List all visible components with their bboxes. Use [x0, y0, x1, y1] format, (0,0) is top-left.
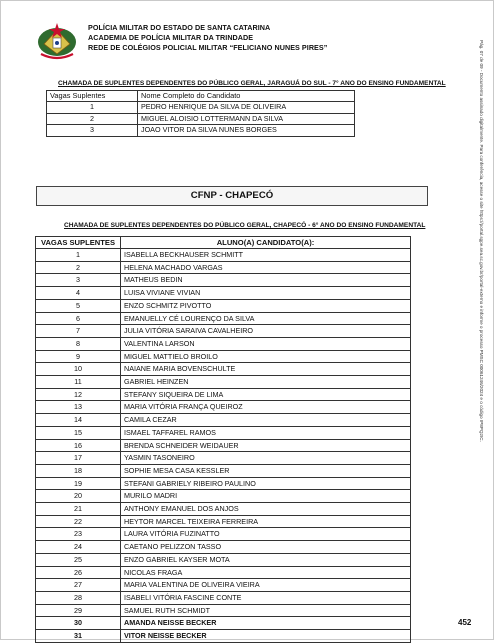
table-row — [47, 102, 355, 113]
section1-title: CHAMADA DE SUPLENTES DEPENDENTES DO PÚBLICO GERAL, JARAGUÁ DO SUL - 7° ANO DO ENSINO FUNDAMENTAL — [58, 80, 446, 87]
table-row — [36, 261, 411, 274]
candidate-name: STEFANI GABRIELY RIBEIRO PAULINO — [121, 477, 411, 490]
row-number: 24 — [36, 541, 121, 554]
table-row — [36, 350, 411, 363]
candidate-name: HELENA MACHADO VARGAS — [121, 261, 411, 274]
table-row — [36, 426, 411, 439]
candidate-name: ENZO SCHMITZ PIVOTTO — [121, 299, 411, 312]
table-header-row — [36, 237, 411, 249]
candidate-name: MIGUEL ALOISIO LOTTERMANN DA SILVA — [138, 113, 355, 124]
row-number: 22 — [36, 515, 121, 528]
table-row — [36, 579, 411, 592]
page-number: 452 — [458, 618, 472, 627]
candidate-name: AMANDA NEISSE BECKER — [121, 617, 411, 630]
table-row — [36, 553, 411, 566]
row-number: 23 — [36, 528, 121, 541]
table-row — [36, 617, 411, 630]
row-number: 18 — [36, 464, 121, 477]
table-row — [36, 439, 411, 452]
candidate-name: NAIANE MARIA BOVENSCHULTE — [121, 363, 411, 376]
candidate-name: MATHEUS BEDIN — [121, 274, 411, 287]
jaragua-table — [46, 90, 355, 137]
row-number: 13 — [36, 401, 121, 414]
row-number: 17 — [36, 452, 121, 465]
row-number: 11 — [36, 376, 121, 389]
cfnp-chapeco-banner: CFNP - CHAPECÓ — [36, 186, 428, 206]
header-line-1: POLÍCIA MILITAR DO ESTADO DE SANTA CATARINA — [88, 23, 271, 32]
row-number: 25 — [36, 553, 121, 566]
chapeco-table — [35, 236, 411, 643]
row-number: 5 — [36, 299, 121, 312]
table-row — [36, 566, 411, 579]
table-row — [36, 363, 411, 376]
table-row — [36, 528, 411, 541]
candidate-name: VALENTINA LARSON — [121, 337, 411, 350]
table-row — [36, 464, 411, 477]
candidate-name: MARIA VITÓRIA FRANÇA QUEIROZ — [121, 401, 411, 414]
chapeco-table-body — [36, 249, 411, 643]
candidate-name: JULIA VITÓRIA SARAIVA CAVALHEIRO — [121, 325, 411, 338]
row-number: 7 — [36, 325, 121, 338]
row-number: 3 — [47, 125, 138, 136]
candidate-name: CAETANO PELIZZON TASSO — [121, 541, 411, 554]
candidate-name: ISABELI VITÓRIA FASCINE CONTE — [121, 591, 411, 604]
digital-signature-note: Pág. 07 de 09 - Documento assinado digitalmente. Para conferência, acesse o site https://portal.sgpe.sea.sc.gov.br/portal-externo e informe o processo PMSC 00061246/2024 e o código IP8PQ2IC. — [479, 40, 484, 442]
row-number: 4 — [36, 287, 121, 300]
col-header-vagas: VAGAS SUPLENTES — [36, 237, 121, 249]
table-row — [36, 541, 411, 554]
row-number: 14 — [36, 414, 121, 427]
table-row — [36, 452, 411, 465]
table-row — [36, 490, 411, 503]
row-number: 20 — [36, 490, 121, 503]
table-row — [36, 299, 411, 312]
table-row — [36, 591, 411, 604]
row-number: 12 — [36, 388, 121, 401]
table-row — [36, 388, 411, 401]
table-row — [36, 604, 411, 617]
table-row — [36, 503, 411, 516]
candidate-name: LUISA VIVIANE VIVIAN — [121, 287, 411, 300]
row-number: 31 — [36, 630, 121, 643]
candidate-name: GABRIEL HEINZEN — [121, 376, 411, 389]
row-number: 1 — [36, 249, 121, 262]
document-header — [36, 18, 376, 68]
table-row — [36, 287, 411, 300]
candidate-name: SOPHIE MESA CASA KESSLER — [121, 464, 411, 477]
table-row — [47, 125, 355, 136]
table-row — [36, 477, 411, 490]
col-header-aluno: ALUNO(A) CANDIDATO(A): — [121, 237, 411, 249]
row-number: 2 — [36, 261, 121, 274]
candidate-name: HEYTOR MARCEL TEIXEIRA FERREIRA — [121, 515, 411, 528]
candidate-name: JOAO VITOR DA SILVA NUNES BORGES — [138, 125, 355, 136]
row-number: 30 — [36, 617, 121, 630]
col-header-nome: Nome Completo do Candidato — [138, 91, 355, 102]
header-line-2: ACADEMIA DE POLÍCIA MILITAR DA TRINDADE — [88, 33, 254, 42]
row-number: 21 — [36, 503, 121, 516]
row-number: 8 — [36, 337, 121, 350]
row-number: 6 — [36, 312, 121, 325]
table-row — [36, 312, 411, 325]
candidate-name: YASMIN TASONEIRO — [121, 452, 411, 465]
table-header-row — [47, 91, 355, 102]
header-line-3: REDE DE COLÉGIOS POLICIAL MILITAR “FELICIANO NUNES PIRES” — [88, 43, 328, 52]
row-number: 2 — [47, 113, 138, 124]
candidate-name: CAMILA CEZAR — [121, 414, 411, 427]
table-row — [36, 414, 411, 427]
table-row — [47, 113, 355, 124]
section2-title: CHAMADA DE SUPLENTES DEPENDENTES DO PÚBLICO GERAL, CHAPECÓ - 6° ANO DO ENSINO FUNDAMENTAL — [64, 222, 426, 229]
row-number: 9 — [36, 350, 121, 363]
row-number: 29 — [36, 604, 121, 617]
coat-of-arms-icon — [36, 20, 78, 60]
row-number: 27 — [36, 579, 121, 592]
row-number: 1 — [47, 102, 138, 113]
row-number: 10 — [36, 363, 121, 376]
candidate-name: ISMAEL TAFFAREL RAMOS — [121, 426, 411, 439]
candidate-name: STEFANY SIQUEIRA DE LIMA — [121, 388, 411, 401]
candidate-name: MIGUEL MATTIELO BROILO — [121, 350, 411, 363]
candidate-name: ANTHONY EMANUEL DOS ANJOS — [121, 503, 411, 516]
row-number: 3 — [36, 274, 121, 287]
candidate-name: NICOLAS FRAGA — [121, 566, 411, 579]
table-row — [36, 325, 411, 338]
candidate-name: PEDRO HENRIQUE DA SILVA DE OLIVEIRA — [138, 102, 355, 113]
candidate-name: ENZO GABRIEL KAYSER MOTA — [121, 553, 411, 566]
candidate-name: MARIA VALENTINA DE OLIVEIRA VIEIRA — [121, 579, 411, 592]
row-number: 19 — [36, 477, 121, 490]
table-row — [36, 249, 411, 262]
table-row — [36, 401, 411, 414]
row-number: 15 — [36, 426, 121, 439]
table-row — [36, 630, 411, 643]
candidate-name: BRENDA SCHNEIDER WEIDAUER — [121, 439, 411, 452]
table-row — [36, 376, 411, 389]
candidate-name: SAMUEL RUTH SCHMIDT — [121, 604, 411, 617]
table-row — [36, 337, 411, 350]
candidate-name: MURILO MADRI — [121, 490, 411, 503]
row-number: 28 — [36, 591, 121, 604]
candidate-name: LAURA VITÓRIA FUZINATTO — [121, 528, 411, 541]
jaragua-table-body — [47, 102, 355, 136]
candidate-name: EMANUELLY CÉ LOURENÇO DA SILVA — [121, 312, 411, 325]
candidate-name: ISABELLA BECKHAUSER SCHMITT — [121, 249, 411, 262]
table-row — [36, 274, 411, 287]
table-row — [36, 515, 411, 528]
col-header-vagas: Vagas Suplentes — [47, 91, 138, 102]
candidate-name: VITOR NEISSE BECKER — [121, 630, 411, 643]
row-number: 26 — [36, 566, 121, 579]
row-number: 16 — [36, 439, 121, 452]
